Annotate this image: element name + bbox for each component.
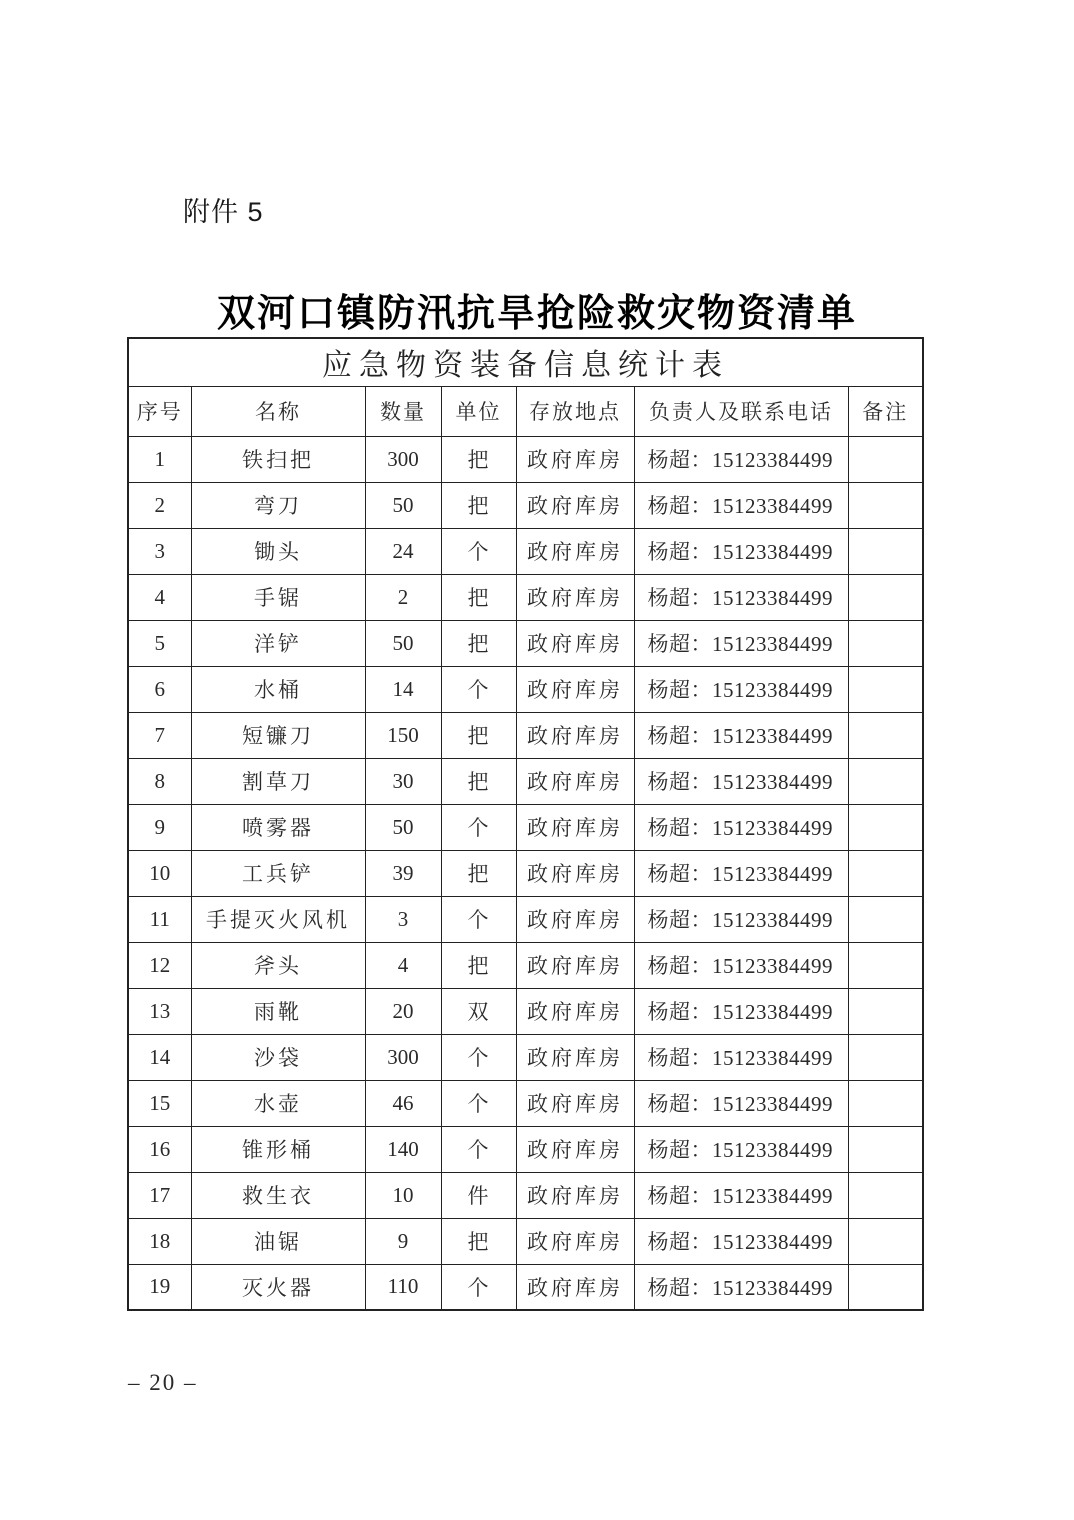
cell-location: 政府库房 [516,850,634,896]
cell-location: 政府库房 [516,712,634,758]
table-caption: 应急物资装备信息统计表 [128,338,923,386]
cell-contact: 杨超：15123384499 [634,482,848,528]
cell-location: 政府库房 [516,1264,634,1310]
cell-remark [848,1218,923,1264]
table-row [128,850,923,896]
cell-quantity: 300 [365,436,441,482]
table-caption-row [128,338,923,386]
cell-quantity: 14 [365,666,441,712]
table-row [128,896,923,942]
cell-index: 13 [128,988,191,1034]
cell-name: 手提灭火风机 [191,896,365,942]
cell-location: 政府库房 [516,1080,634,1126]
cell-unit: 个 [441,666,516,712]
table-header-row [128,386,923,436]
cell-quantity: 50 [365,482,441,528]
cell-contact: 杨超：15123384499 [634,620,848,666]
cell-index: 12 [128,942,191,988]
cell-name: 水桶 [191,666,365,712]
attachment-label: 附件 5 [183,197,264,227]
cell-unit: 把 [441,758,516,804]
cell-unit: 把 [441,712,516,758]
cell-name: 斧头 [191,942,365,988]
supply-table [127,337,924,1311]
cell-index: 14 [128,1034,191,1080]
cell-remark [848,988,923,1034]
table-row [128,804,923,850]
cell-unit: 个 [441,896,516,942]
column-header-location: 存放地点 [516,386,634,436]
table-row [128,620,923,666]
table-row [128,1218,923,1264]
cell-contact: 杨超：15123384499 [634,666,848,712]
cell-quantity: 110 [365,1264,441,1310]
cell-unit: 个 [441,1126,516,1172]
page-title: 双河口镇防汛抗旱抢险救灾物资清单 [216,293,857,335]
cell-location: 政府库房 [516,942,634,988]
cell-index: 19 [128,1264,191,1310]
cell-index: 2 [128,482,191,528]
cell-name: 洋铲 [191,620,365,666]
cell-name: 救生衣 [191,1172,365,1218]
cell-index: 18 [128,1218,191,1264]
cell-remark [848,942,923,988]
cell-remark [848,1080,923,1126]
cell-location: 政府库房 [516,528,634,574]
cell-unit: 把 [441,436,516,482]
cell-quantity: 300 [365,1034,441,1080]
cell-unit: 把 [441,942,516,988]
cell-contact: 杨超：15123384499 [634,1264,848,1310]
cell-remark [848,574,923,620]
cell-unit: 把 [441,850,516,896]
cell-location: 政府库房 [516,620,634,666]
cell-quantity: 10 [365,1172,441,1218]
column-header-name: 名称 [191,386,365,436]
table-row [128,666,923,712]
cell-remark [848,1126,923,1172]
column-header-unit: 单位 [441,386,516,436]
cell-name: 喷雾器 [191,804,365,850]
cell-remark [848,1034,923,1080]
cell-contact: 杨超：15123384499 [634,528,848,574]
cell-contact: 杨超：15123384499 [634,942,848,988]
column-header-remark: 备注 [848,386,923,436]
cell-contact: 杨超：15123384499 [634,850,848,896]
cell-unit: 把 [441,620,516,666]
cell-remark [848,758,923,804]
cell-quantity: 20 [365,988,441,1034]
cell-quantity: 24 [365,528,441,574]
cell-name: 沙袋 [191,1034,365,1080]
cell-contact: 杨超：15123384499 [634,896,848,942]
table-row [128,1034,923,1080]
table-row [128,712,923,758]
cell-contact: 杨超：15123384499 [634,1172,848,1218]
cell-name: 锄头 [191,528,365,574]
page-number: – 20 – [128,1370,198,1395]
cell-location: 政府库房 [516,436,634,482]
cell-location: 政府库房 [516,666,634,712]
cell-unit: 个 [441,528,516,574]
cell-quantity: 50 [365,804,441,850]
cell-remark [848,804,923,850]
table-row [128,574,923,620]
cell-name: 工兵铲 [191,850,365,896]
cell-remark [848,1172,923,1218]
cell-name: 油锯 [191,1218,365,1264]
cell-contact: 杨超：15123384499 [634,758,848,804]
cell-name: 锥形桶 [191,1126,365,1172]
cell-unit: 把 [441,482,516,528]
cell-quantity: 9 [365,1218,441,1264]
table-row [128,528,923,574]
cell-location: 政府库房 [516,804,634,850]
cell-location: 政府库房 [516,1218,634,1264]
cell-remark [848,1264,923,1310]
cell-location: 政府库房 [516,758,634,804]
cell-name: 灭火器 [191,1264,365,1310]
cell-index: 10 [128,850,191,896]
cell-quantity: 50 [365,620,441,666]
cell-contact: 杨超：15123384499 [634,436,848,482]
cell-unit: 把 [441,1218,516,1264]
cell-remark [848,712,923,758]
cell-contact: 杨超：15123384499 [634,1218,848,1264]
cell-remark [848,528,923,574]
cell-name: 雨靴 [191,988,365,1034]
cell-index: 8 [128,758,191,804]
cell-index: 1 [128,436,191,482]
table-row [128,1172,923,1218]
cell-index: 16 [128,1126,191,1172]
cell-contact: 杨超：15123384499 [634,804,848,850]
cell-location: 政府库房 [516,1172,634,1218]
cell-index: 15 [128,1080,191,1126]
cell-index: 9 [128,804,191,850]
cell-remark [848,666,923,712]
cell-quantity: 2 [365,574,441,620]
cell-index: 6 [128,666,191,712]
cell-unit: 个 [441,1080,516,1126]
table-row [128,1080,923,1126]
column-header-quantity: 数量 [365,386,441,436]
cell-index: 11 [128,896,191,942]
cell-contact: 杨超：15123384499 [634,712,848,758]
cell-location: 政府库房 [516,988,634,1034]
cell-remark [848,896,923,942]
cell-name: 水壶 [191,1080,365,1126]
cell-quantity: 140 [365,1126,441,1172]
cell-unit: 把 [441,574,516,620]
cell-location: 政府库房 [516,1126,634,1172]
cell-remark [848,850,923,896]
cell-index: 7 [128,712,191,758]
column-header-contact: 负责人及联系电话 [634,386,848,436]
table-row [128,758,923,804]
cell-unit: 件 [441,1172,516,1218]
cell-name: 短镰刀 [191,712,365,758]
cell-name: 割草刀 [191,758,365,804]
cell-contact: 杨超：15123384499 [634,1080,848,1126]
cell-location: 政府库房 [516,896,634,942]
cell-contact: 杨超：15123384499 [634,1126,848,1172]
cell-unit: 双 [441,988,516,1034]
table-body [128,436,923,1310]
cell-unit: 个 [441,1034,516,1080]
table-row [128,942,923,988]
cell-index: 5 [128,620,191,666]
cell-remark [848,436,923,482]
cell-quantity: 39 [365,850,441,896]
cell-index: 17 [128,1172,191,1218]
cell-unit: 个 [441,804,516,850]
table-row [128,1126,923,1172]
table-row [128,1264,923,1310]
cell-quantity: 4 [365,942,441,988]
cell-index: 3 [128,528,191,574]
cell-contact: 杨超：15123384499 [634,1034,848,1080]
cell-remark [848,620,923,666]
table-row [128,436,923,482]
cell-name: 手锯 [191,574,365,620]
cell-name: 弯刀 [191,482,365,528]
table-row [128,988,923,1034]
cell-location: 政府库房 [516,1034,634,1080]
cell-remark [848,482,923,528]
cell-index: 4 [128,574,191,620]
cell-location: 政府库房 [516,482,634,528]
cell-quantity: 46 [365,1080,441,1126]
supply-table-container [127,337,924,1311]
cell-name: 铁扫把 [191,436,365,482]
cell-quantity: 3 [365,896,441,942]
cell-contact: 杨超：15123384499 [634,988,848,1034]
table-row [128,482,923,528]
cell-contact: 杨超：15123384499 [634,574,848,620]
column-header-index: 序号 [128,386,191,436]
cell-location: 政府库房 [516,574,634,620]
cell-quantity: 150 [365,712,441,758]
cell-unit: 个 [441,1264,516,1310]
cell-quantity: 30 [365,758,441,804]
